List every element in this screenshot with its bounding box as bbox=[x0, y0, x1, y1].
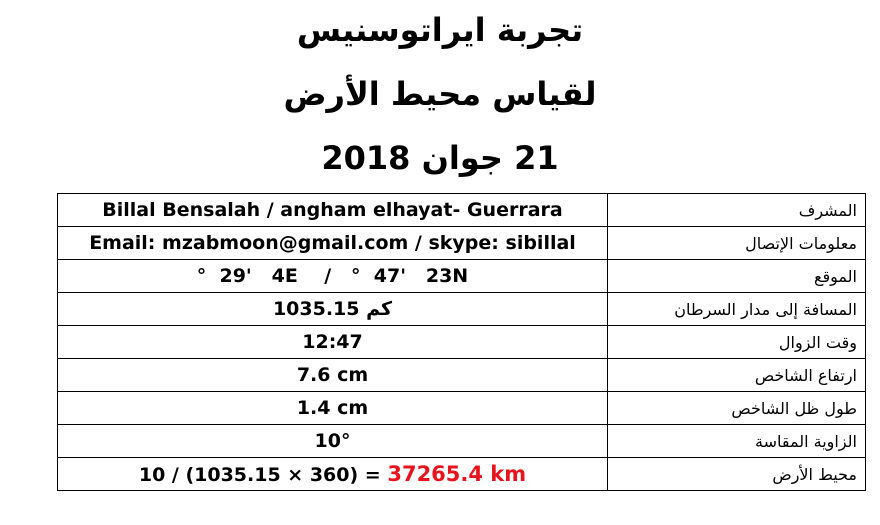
noon-time-label: وقت الزوال bbox=[608, 326, 866, 359]
table-row bbox=[58, 359, 866, 392]
table-row bbox=[58, 194, 866, 227]
measured-angle-label: الزاوية المقاسة bbox=[608, 425, 866, 458]
distance-value: 1035.15 كم bbox=[58, 293, 608, 326]
contact-label: معلومات الإتصال bbox=[608, 227, 866, 260]
circumference-label: محيط الأرض bbox=[608, 458, 866, 491]
table-row bbox=[58, 326, 866, 359]
table-row bbox=[58, 293, 866, 326]
shadow-length-value: 1.4 cm bbox=[58, 392, 608, 425]
noon-time-value: 12:47 bbox=[58, 326, 608, 359]
location-label: الموقع bbox=[608, 260, 866, 293]
gnomon-height-value: 7.6 cm bbox=[58, 359, 608, 392]
table-row bbox=[58, 260, 866, 293]
shadow-length-label: طول ظل الشاخص bbox=[608, 392, 866, 425]
measured-angle-value: 10° bbox=[58, 425, 608, 458]
table-row bbox=[58, 458, 866, 491]
supervisor-value: Billal Bensalah / angham elhayat- Guerrara bbox=[58, 194, 608, 227]
title-date: 21 جوان 2018 bbox=[321, 139, 559, 177]
table-row bbox=[58, 425, 866, 458]
title-line-1: تجربة ايراتوسنيس bbox=[296, 11, 584, 49]
contact-value: Email: mzabmoon@gmail.com / skype: sibillal bbox=[58, 227, 608, 260]
circumference-formula: 10 / (1035.15 × 360) = bbox=[138, 464, 381, 486]
title-line-2: لقياس محيط الأرض bbox=[283, 75, 597, 113]
table-row bbox=[58, 227, 866, 260]
supervisor-label: المشرف bbox=[608, 194, 866, 227]
gnomon-height-label: ارتفاع الشاخص bbox=[608, 359, 866, 392]
location-value: ° 29' 4E / ° 47' 23N bbox=[58, 260, 608, 293]
distance-label: المسافة إلى مدار السرطان bbox=[608, 293, 866, 326]
circumference-value-cell bbox=[58, 458, 608, 491]
experiment-table bbox=[57, 193, 866, 491]
table-row bbox=[58, 392, 866, 425]
circumference-result: 37265.4 km bbox=[387, 462, 527, 486]
